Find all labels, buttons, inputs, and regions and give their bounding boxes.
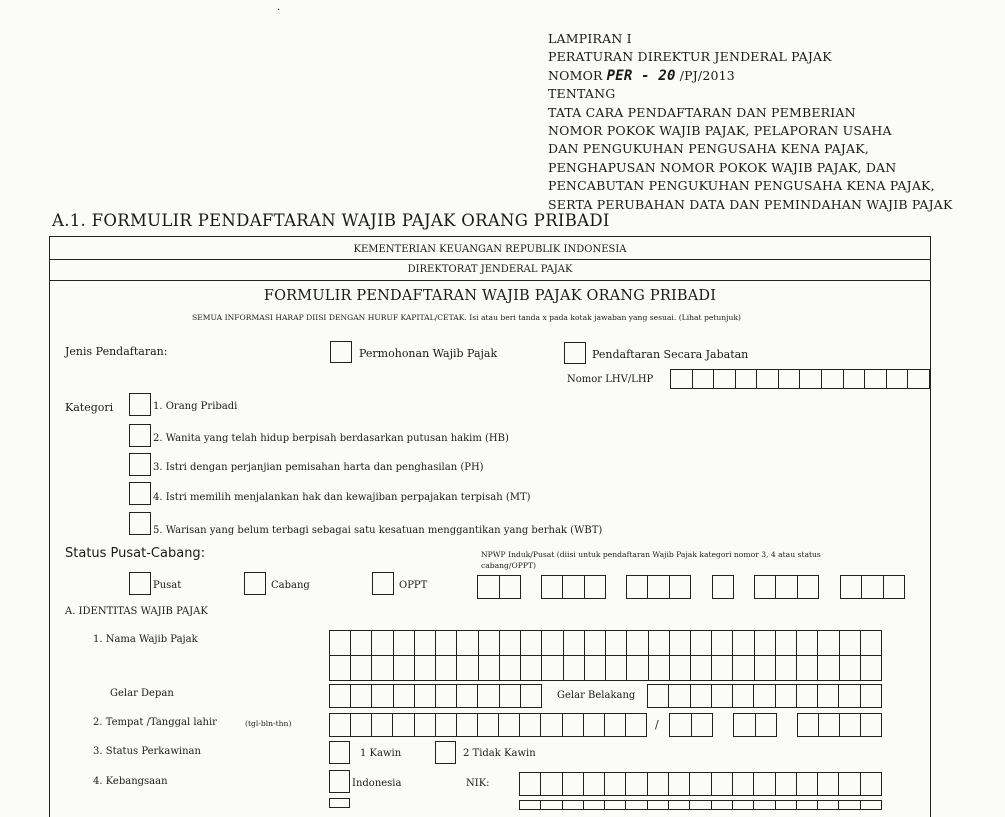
jabatan-checkbox[interactable] — [564, 342, 586, 364]
status-label: Status Pusat-Cabang: — [65, 546, 206, 561]
kategori-3-label: 3. Istri dengan perjanjian pemisahan harta dan penghasilan (PH) — [153, 462, 484, 473]
subject-line: PENGHAPUSAN NOMOR POKOK WAJIB PAJAK, DAN — [548, 159, 897, 175]
kategori-2-label: 2. Wanita yang telah hidup berpisah berdasarkan putusan hakim (HB) — [153, 433, 509, 444]
nomor-line — [548, 67, 953, 85]
kategori-1-checkbox[interactable] — [129, 393, 151, 416]
permohonan-label: Permohonan Wajib Pajak — [359, 347, 498, 360]
tanggal-input[interactable] — [669, 713, 713, 737]
bulan-input[interactable] — [733, 713, 777, 737]
kawin-label: 1 Kawin — [360, 748, 402, 759]
directorate-name: DIREKTORAT JENDERAL PAJAK — [407, 264, 573, 275]
gelar-belakang-input[interactable] — [647, 684, 882, 708]
kategori-1-label: 1. Orang Pribadi — [153, 401, 238, 412]
divider — [49, 280, 931, 281]
nomor-prefix: NOMOR — [548, 67, 603, 83]
npwp-input-segment[interactable] — [754, 575, 819, 599]
handwritten-number: PER - 20 — [606, 67, 676, 84]
subject-line: NOMOR POKOK WAJIB PAJAK, PELAPORAN USAHA — [548, 123, 892, 139]
next-row-checkbox[interactable] — [329, 798, 350, 808]
subject-line: PENCABUTAN PENGUKUHAN PENGUSAHA KENA PAJAK, — [548, 178, 935, 194]
permohonan-checkbox[interactable] — [330, 341, 352, 363]
gelar-belakang-label: Gelar Belakang — [557, 690, 636, 701]
pusat-label: Pusat — [153, 580, 182, 591]
oppt-checkbox[interactable] — [372, 572, 394, 595]
kategori-4-checkbox[interactable] — [129, 482, 151, 505]
lampiran-line: LAMPIRAN I — [548, 31, 632, 46]
pusat-checkbox[interactable] — [129, 572, 151, 595]
kategori-5-checkbox[interactable] — [129, 512, 151, 535]
ministry-name: KEMENTERIAN KEUANGAN REPUBLIK INDONESIA — [353, 244, 627, 255]
npwp-input-segment[interactable] — [712, 575, 734, 599]
npwp-input-segment[interactable] — [840, 575, 905, 599]
gelar-depan-input[interactable] — [329, 684, 542, 708]
kategori-5-label: 5. Warisan yang belum terbagi sebagai satu kesatuan menggantikan yang berhak (WBT) — [153, 525, 603, 536]
nik-input[interactable] — [519, 772, 882, 796]
regulation-header — [548, 30, 953, 214]
npwp-input-segment[interactable] — [626, 575, 691, 599]
tidak-kawin-label: 2 Tidak Kawin — [463, 748, 536, 759]
tentang-line: TENTANG — [548, 86, 616, 102]
nomor-lhv-input[interactable] — [670, 369, 930, 389]
nama-input-row1[interactable] — [329, 630, 882, 656]
kebangsaan-label: 4. Kebangsaan — [93, 776, 168, 787]
next-row-input[interactable] — [519, 800, 882, 810]
kategori-label: Kategori — [65, 401, 114, 414]
nomor-lhv-label: Nomor LHV/LHP — [567, 374, 654, 385]
tempat-lahir-input[interactable] — [329, 713, 647, 737]
kategori-2-checkbox[interactable] — [129, 424, 151, 447]
npwp-note: NPWP Induk/Pusat (diisi untuk pendaftaran Wajib Pajak kategori nomor 3, 4 atau status — [481, 550, 821, 559]
tidak-kawin-checkbox[interactable] — [435, 741, 456, 764]
status-kawin-label: 3. Status Perkawinan — [93, 746, 201, 757]
kategori-3-checkbox[interactable] — [129, 453, 151, 476]
subject-line: TATA CARA PENDAFTARAN DAN PEMBERIAN — [548, 104, 856, 120]
nama-input-row2[interactable] — [329, 655, 882, 681]
nomor-suffix: /PJ/2013 — [679, 67, 735, 83]
subject-line: SERTA PERUBAHAN DATA DAN PEMINDAHAN WAJIB PAJAK — [548, 196, 953, 212]
cabang-label: Cabang — [271, 580, 310, 591]
npwp-note-cont: cabang/OPPT) — [481, 561, 536, 570]
section-title: A.1. FORMULIR PENDAFTARAN WAJIB PAJAK ORANG PRIBADI — [52, 211, 610, 230]
ttl-label: 2. Tempat /Tanggal lahir — [93, 717, 217, 728]
npwp-input-segment[interactable] — [477, 575, 521, 599]
kawin-checkbox[interactable] — [329, 741, 350, 764]
nama-label: 1. Nama Wajib Pajak — [93, 634, 198, 645]
npwp-input-segment[interactable] — [541, 575, 606, 599]
tahun-input[interactable] — [797, 713, 882, 737]
peraturan-line: PERATURAN DIREKTUR JENDERAL PAJAK — [548, 49, 832, 65]
identitas-heading: A. IDENTITAS WAJIB PAJAK — [65, 606, 208, 617]
form-title: FORMULIR PENDAFTARAN WAJIB PAJAK ORANG PRIBADI — [263, 288, 717, 304]
jenis-label: Jenis Pendaftaran: — [65, 345, 168, 358]
instruction-text: SEMUA INFORMASI HARAP DIISI DENGAN HURUF KAPITAL/CETAK. Isi atau beri tanda x pada kotak jawaban yang sesuai. (Lihat petunjuk) — [192, 313, 742, 322]
scan-speck: · — [277, 5, 281, 16]
indonesia-checkbox[interactable] — [329, 770, 350, 793]
gelar-depan-label: Gelar Depan — [110, 688, 174, 699]
cabang-checkbox[interactable] — [244, 572, 266, 595]
subject-line: DAN PENGUKUHAN PENGUSAHA KENA PAJAK, — [548, 141, 869, 157]
ttl-hint: (tgl-bln-thn) — [245, 719, 292, 728]
indonesia-label: Indonesia — [352, 778, 402, 789]
nik-label: NIK: — [466, 778, 490, 789]
jabatan-label: Pendaftaran Secara Jabatan — [592, 348, 749, 361]
date-slash: / — [655, 718, 659, 731]
oppt-label: OPPT — [399, 580, 428, 591]
kategori-4-label: 4. Istri memilih menjalankan hak dan kewajiban perpajakan terpisah (MT) — [153, 492, 531, 503]
divider — [49, 259, 931, 260]
